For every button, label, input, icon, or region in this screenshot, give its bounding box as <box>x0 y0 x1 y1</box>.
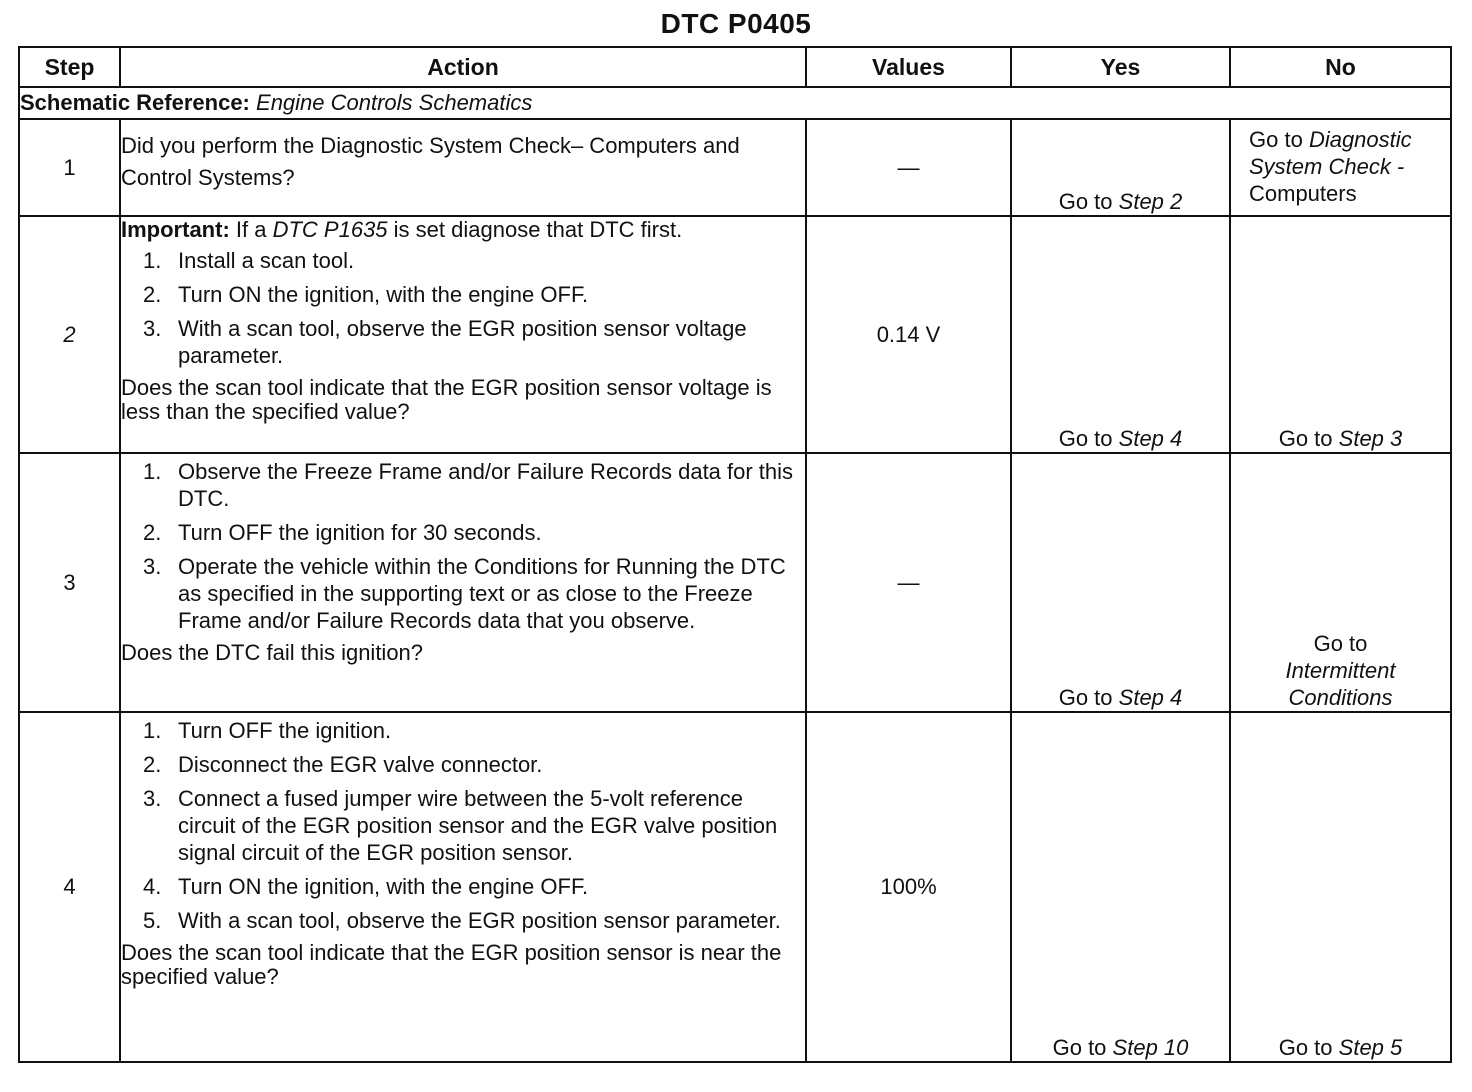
no-prefix: Go to <box>1278 426 1333 451</box>
schematic-reference-link[interactable]: Engine Controls Schematics <box>256 90 533 115</box>
table-row <box>19 712 1451 1062</box>
yes-link[interactable]: Step 4 <box>1118 426 1183 451</box>
list-item: 4. Turn ON the ignition, with the engine OFF. <box>143 874 589 899</box>
important-label: Important: <box>121 217 230 242</box>
step-number: 2 <box>19 216 120 453</box>
yes-prefix: Go to <box>1058 685 1113 710</box>
no-prefix: Go to <box>1313 631 1368 656</box>
procedure-list <box>121 247 805 369</box>
action-question: Does the scan tool indicate that the EGR position sensor voltage is less than the specified value? <box>121 375 772 424</box>
yes-prefix: Go to <box>1058 189 1113 214</box>
yes-cell <box>1011 119 1230 216</box>
list-item: 3. Connect a fused jumper wire between the 5-volt reference circuit of the EGR position sensor and the EGR valve position signal circuit of the EGR position sensor. <box>143 786 778 865</box>
table-row <box>19 453 1451 712</box>
yes-cell <box>1011 453 1230 712</box>
yes-cell <box>1011 216 1230 453</box>
value-cell: 100% <box>806 712 1011 1062</box>
no-link[interactable]: Diagnostic System Check - <box>1249 127 1412 179</box>
value-cell: — <box>806 453 1011 712</box>
header-step: Step <box>19 47 120 87</box>
no-suffix: Computers <box>1249 181 1357 206</box>
no-cell <box>1230 216 1451 453</box>
step-number: 4 <box>19 712 120 1062</box>
yes-prefix: Go to <box>1058 426 1113 451</box>
schematic-reference-row <box>19 87 1451 119</box>
yes-link[interactable]: Step 4 <box>1118 685 1183 710</box>
list-item: 3. With a scan tool, observe the EGR position sensor voltage parameter. <box>143 316 747 368</box>
important-post: is set diagnose that DTC first. <box>393 217 683 242</box>
header-values: Values <box>806 47 1011 87</box>
value-cell: — <box>806 119 1011 216</box>
no-prefix: Go to <box>1249 127 1303 152</box>
yes-link[interactable]: Step 10 <box>1112 1035 1189 1060</box>
yes-link[interactable]: Step 2 <box>1118 189 1183 214</box>
no-link[interactable]: Intermittent Conditions <box>1285 658 1396 710</box>
no-prefix: Go to <box>1278 1035 1333 1060</box>
header-row <box>19 47 1451 87</box>
action-cell <box>120 119 806 216</box>
list-item: 5. With a scan tool, observe the EGR position sensor parameter. <box>143 908 781 933</box>
important-pre: If a <box>235 217 267 242</box>
action-question: Did you perform the Diagnostic System Check– Computers and Control Systems? <box>121 133 740 190</box>
schematic-reference-label: Schematic Reference: <box>20 90 250 115</box>
action-question: Does the scan tool indicate that the EGR position sensor is near the specified value? <box>121 940 782 989</box>
action-question: Does the DTC fail this ignition? <box>121 640 424 665</box>
header-yes: Yes <box>1011 47 1230 87</box>
table-row <box>19 119 1451 216</box>
step-number: 3 <box>19 453 120 712</box>
no-link[interactable]: Step 3 <box>1338 426 1403 451</box>
page-title: DTC P0405 <box>660 8 812 39</box>
list-item: 3. Operate the vehicle within the Conditions for Running the DTC as specified in the supporting text or as close to the Freeze Frame and/or Failure Records data that you observe. <box>143 554 786 633</box>
value-cell: 0.14 V <box>806 216 1011 453</box>
action-cell <box>120 216 806 453</box>
yes-cell <box>1011 712 1230 1062</box>
no-cell <box>1230 453 1451 712</box>
step-number: 1 <box>19 119 120 216</box>
no-cell <box>1230 712 1451 1062</box>
yes-prefix: Go to <box>1052 1035 1107 1060</box>
schematic-reference <box>19 87 1451 119</box>
no-cell <box>1230 119 1451 216</box>
table-row <box>19 216 1451 453</box>
important-dtc-link[interactable]: DTC P1635 <box>272 217 388 242</box>
list-item: 2. Disconnect the EGR valve connector. <box>143 752 543 777</box>
action-cell <box>120 453 806 712</box>
list-item: 2. Turn ON the ignition, with the engine OFF. <box>143 282 589 307</box>
no-link[interactable]: Step 5 <box>1338 1035 1403 1060</box>
procedure-list <box>121 717 805 934</box>
procedure-list <box>121 458 805 634</box>
action-cell <box>120 712 806 1062</box>
list-item: 1. Turn OFF the ignition. <box>143 718 392 743</box>
header-no: No <box>1230 47 1451 87</box>
diagnostic-table <box>18 46 1452 1063</box>
list-item: 1. Install a scan tool. <box>143 248 355 273</box>
header-action: Action <box>120 47 806 87</box>
list-item: 2. Turn OFF the ignition for 30 seconds. <box>143 520 542 545</box>
list-item: 1. Observe the Freeze Frame and/or Failure Records data for this DTC. <box>143 459 794 511</box>
important-note <box>121 217 805 243</box>
